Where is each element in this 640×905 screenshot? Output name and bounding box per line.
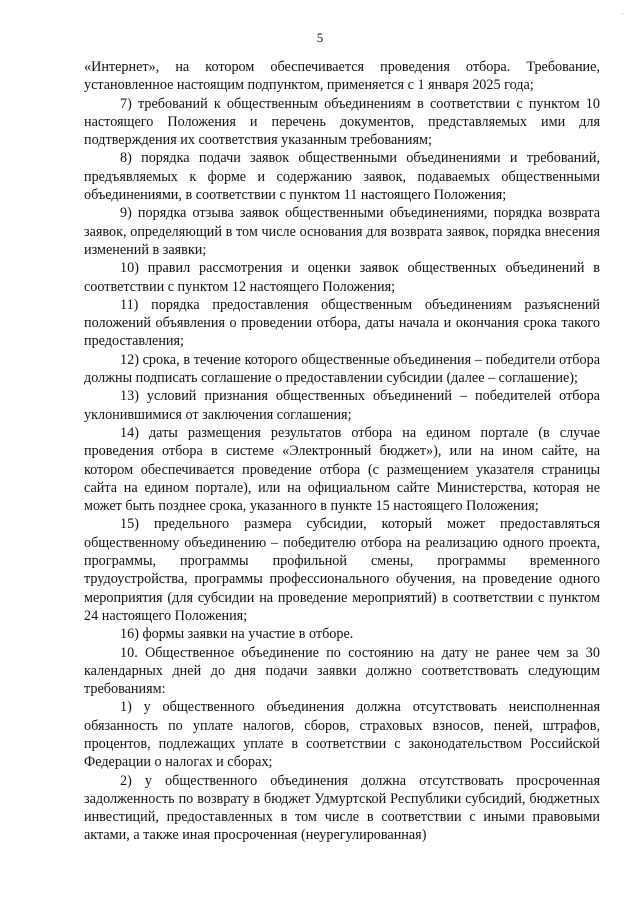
document-body (84, 58, 600, 845)
paragraph-item-12: 12) срока, в течение которого общественные объединения – победители отбора должны подписать соглашение о предоставлении субсидии (далее – соглашение); (84, 351, 600, 387)
paragraph-item-15: 15) предельного размера субсидии, который может предоставляться общественному объединению – победителю отбора на реализацию одного проекта, программы, программы профильной смены, программы временного трудоустройства, программы профессионального обучения, на проведение одного мероприятия (для субсидии на проведение мероприятий) в соответствии с пунктом 24 настоящего Положения; (84, 516, 600, 624)
paragraph-requirement-1: 1) у общественного объединения должна отсутствовать неисполненная обязанность по уплате налогов, сборов, страховых взносов, пеней, штрафов, процентов, подлежащих уплате в соответствии с законодательством Российской Федерации о налогах и сборах; (84, 699, 600, 771)
paragraph-requirement-2: 2) у общественного объединения должна отсутствовать просроченная задолженность по возврату в бюджет Удмуртской Республики субсидий, бюджетных инвестиций, предоставленных в том числе в соответствии с иными правовыми актами, а также иная просроченная (неурегулированная) (84, 772, 600, 844)
corner-mark: ´ (621, 12, 624, 22)
paragraph-item-16: 16) формы заявки на участие в отборе. (120, 626, 354, 643)
paragraph-item-11: 11) порядка предоставления общественным объединениям разъяснений положений объявления о проведении отбора, даты начала и окончания срока такого предоставления; (84, 296, 600, 350)
paragraph-section-10: 10. Общественное объединение по состоянию на дату не ранее чем за 30 календарных дней до дня подачи заявки должно соответствовать следующим требованиям: (84, 644, 600, 698)
paragraph-item-7: 7) требований к общественным объединениям в соответствии с пунктом 10 настоящего Положения и перечень документов, представляемых ими для подтверждения их соответствия указанным требованиям; (84, 95, 600, 149)
paragraph-item-14: 14) даты размещения результатов отбора на едином портале (в случае проведения отбора в системе «Электронный бюджет»), или на ином сайте, на котором обеспечивается проведение отбора (с размещением указателя страницы сайта на едином портале), или на официальном сайте Министерства, которая не может быть позднее срока, указанного в пункте 15 настоящего Положения; (84, 424, 600, 515)
paragraph-item-8: 8) порядка подачи заявок общественными объединениями и требований, предъявляемых к форме и содержанию заявок, подаваемых общественными объединениями, в соответствии с пунктом 11 настоящего Положения; (84, 150, 600, 204)
paragraph-item-10: 10) правил рассмотрения и оценки заявок общественных объединений в соответствии с пунктом 12 настоящего Положения; (84, 260, 600, 295)
paragraph-continuation: «Интернет», на котором обеспечивается проведения отбора. Требование, установленное настоящим подпунктом, применяется с 1 января 2025 года; (84, 59, 600, 94)
paragraph-item-13: 13) условий признания общественных объединений – победителей отбора уклонившимися от заключения соглашения; (84, 388, 600, 423)
page-number: 5 (316, 30, 324, 45)
paragraph-item-9: 9) порядка отзыва заявок общественными объединениями, порядка возврата заявок, определяющий в том числе основания для возврата заявок, порядка внесения изменений в заявки; (84, 205, 600, 258)
